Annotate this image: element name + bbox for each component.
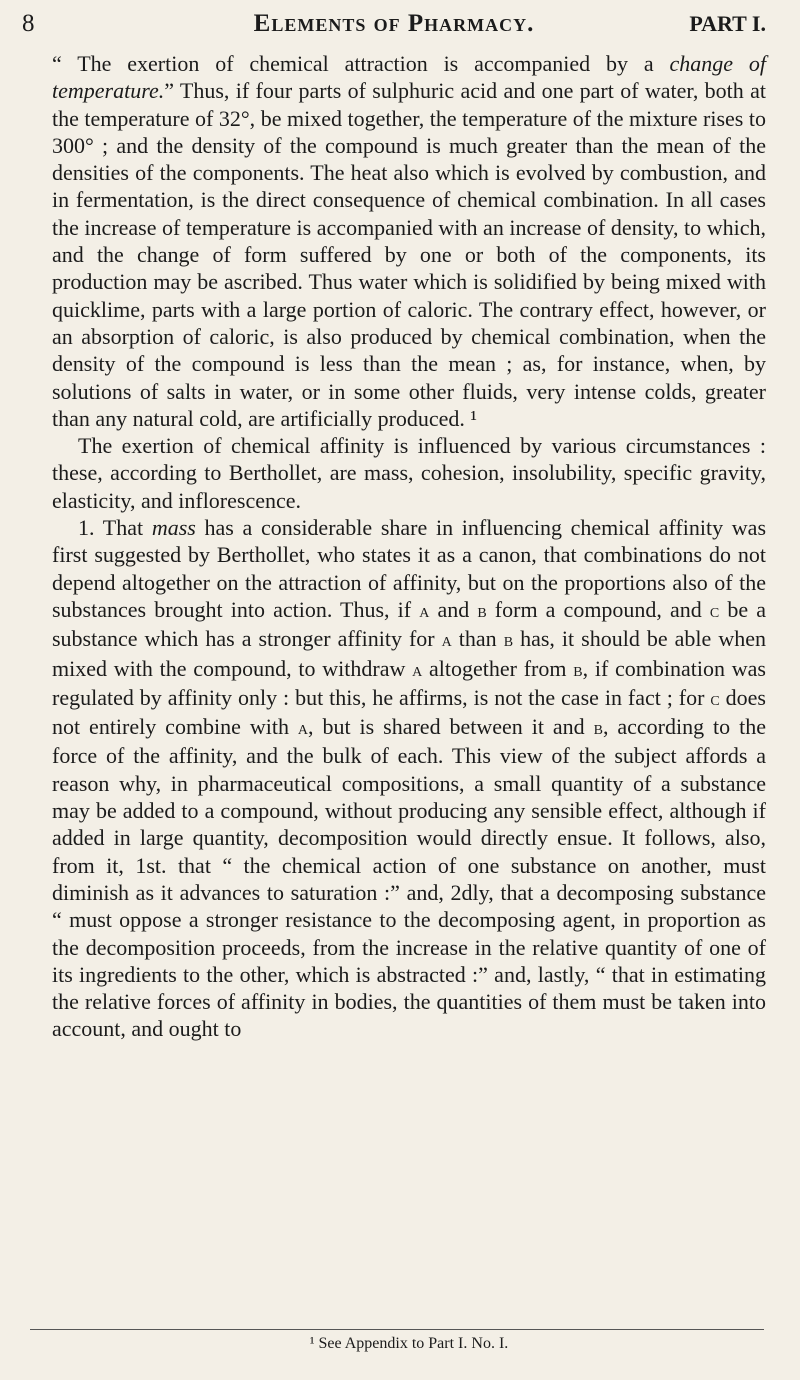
text-run: does not entirely combine with (52, 684, 766, 740)
small-caps-letter: c (709, 599, 720, 622)
running-head (22, 4, 766, 44)
italic-text: mass (151, 515, 196, 541)
italic-text: change of temperature. (52, 51, 766, 104)
small-caps-letter: a (441, 629, 452, 652)
running-title: Elements of Pharmacy. (253, 10, 535, 37)
footnote-rule (30, 1329, 764, 1330)
text-run: 1. That (78, 515, 152, 541)
body-text (52, 50, 766, 1043)
text-run: , according to the force of the affinity, and the bulk of each. This view of the subject affords a reason why, in pharmaceutical compositions, a small quantity of a substance may be added to a compound, without producing any sensible effect, although if added in large quantity, decomposition would directly ensue. It follows, also, from it, 1st. that “ the chemical action of one substance on another, must diminish as it advances to saturation :” and, 2dly, that a decomposing substance “ must oppose a stronger resistance to the decomposing agent, in proportion as the decomposition proceeds, from the increase in the relative quantity of one of its ingredients to the other, which is abstracted :” and, lastly, “ that in estimating the relative forces of affinity in bodies, the quantities of them must be taken into account, and ought to (52, 714, 766, 1042)
small-caps-letter: b (593, 717, 603, 740)
text-run: altogether from (422, 655, 574, 681)
text-run: and (429, 596, 478, 622)
small-caps-letter: a (297, 717, 309, 740)
page-number: 8 (22, 10, 35, 37)
paragraph (52, 514, 766, 1043)
text-run: , if combination was regulated by affinity only : but this, he affirms, is not the case in fact ; for (52, 655, 766, 710)
text-run: form a compound, and (486, 596, 710, 622)
text-run: “ The exertion of chemical attraction is accompanied by a (52, 51, 670, 76)
small-caps-letter: a (412, 658, 423, 681)
paragraph (52, 432, 766, 514)
text-run: than (451, 626, 504, 652)
small-caps-letter: b (503, 629, 514, 652)
text-run: has a considerable share in influencing chemical affinity was first suggested by Berthollet, who states it as a canon, that combinations do not depend altogether on the attraction of affinity, but on the proportions also of the substances brought into action. Thus, if (52, 515, 767, 622)
footnote: ¹ See Appendix to Part I. No. I. (309, 1335, 509, 1352)
paragraph (52, 50, 766, 432)
text-run: be a substance which has a stronger affinity for (52, 596, 767, 652)
small-caps-letter: a (419, 599, 430, 622)
part-label: PART I. (689, 11, 766, 36)
text-run: , but is shared between it and (308, 714, 594, 740)
small-caps-letter: b (573, 658, 583, 681)
small-caps-letter: c (710, 687, 720, 710)
text-run: has, it should be able when mixed with the compound, to withdraw (52, 626, 766, 681)
text-run: The exertion of chemical affinity is influenced by various circumstances : these, according to Berthollet, are mass, cohesion, insolubility, specific gravity, elasticity, and inflorescence. (52, 433, 766, 513)
text-run: ” Thus, if four parts of sulphuric acid and one part of water, both at the temperature of 32°, be mixed together, the temperature of the mixture rises to 300° ; and the density of the compound is much greater than the mean of the densities of the components. The heat also which is evolved by combustion, and in fermentation, is the direct consequence of chemical combination. In all cases the increase of temperature is accompanied with an increase of density, to which, and the change of form suffered by one or both of the components, its production may be ascribed. Thus water which is solidified by being mixed with quicklime, parts with a large portion of caloric. The contrary effect, however, or an absorption of caloric, is also produced by chemical combination, when the density of the compound is less than the mean ; as, for instance, when, by solutions of salts in water, or in some other fluids, very intense colds, greater than any natural cold, are artificially produced. ¹ (52, 78, 766, 431)
small-caps-letter: b (477, 599, 487, 622)
